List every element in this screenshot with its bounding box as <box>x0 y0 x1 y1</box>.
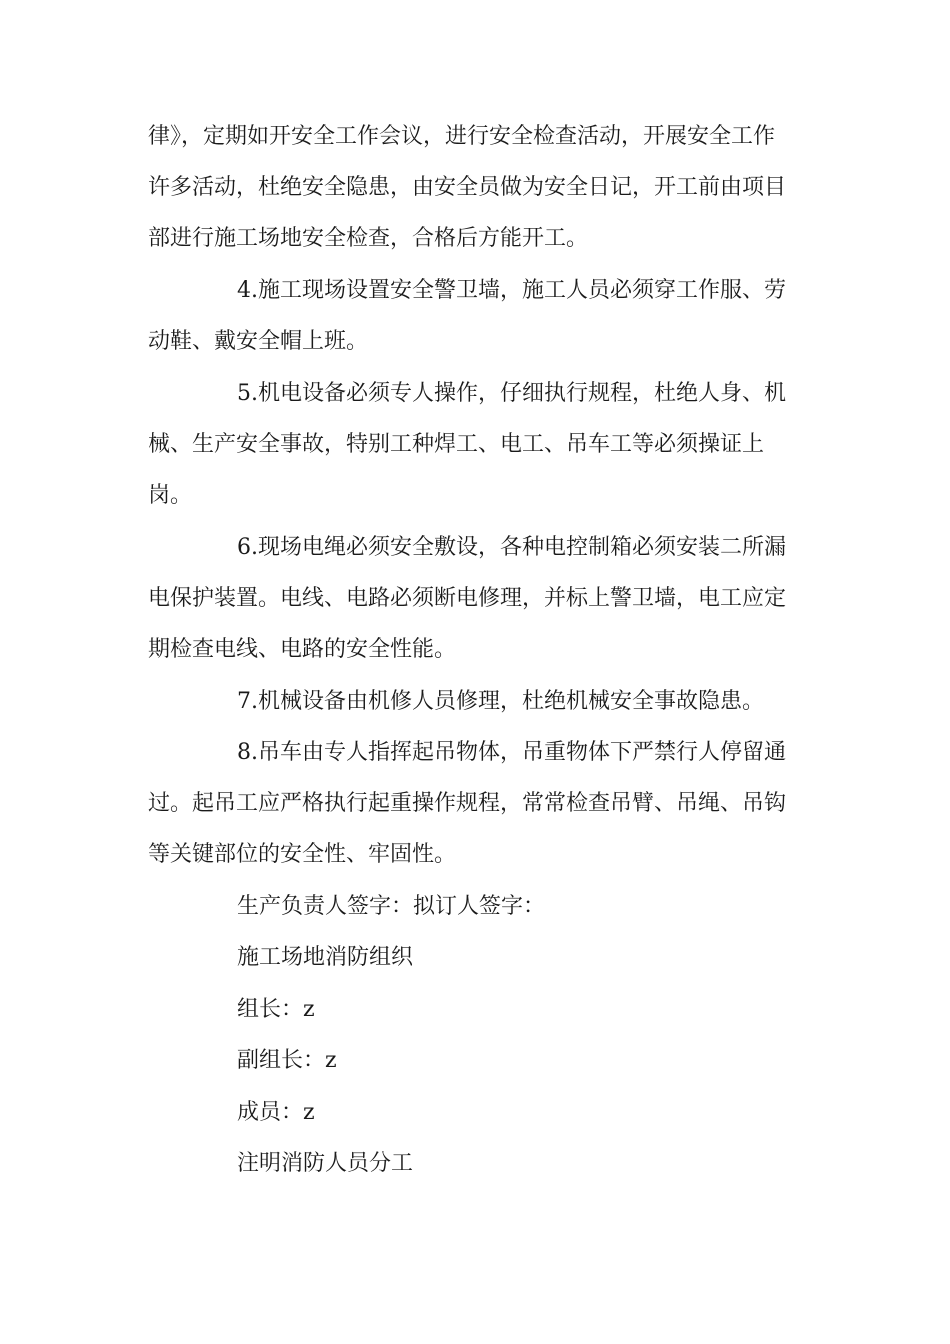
item-8-line-3: 等关键部位的安全性、牢固性。 <box>148 842 457 867</box>
item-8-line-2: 过。起吊工应严格执行起重操作规程，常常检查吊臂、吊绳、吊钩 <box>148 791 787 816</box>
paragraph-3-line-2: 许多活动，杜绝安全隐患，由安全员做为安全日记，开工前由项目 <box>148 175 787 200</box>
item-6-line-3: 期检查电线、电路的安全性能。 <box>148 637 457 662</box>
item-6-line-2: 电保护装置。电线、电路必须断电修理，并标上警卫墙，电工应定 <box>148 586 787 611</box>
deputy-leader-line: 副组长：z <box>237 1048 337 1073</box>
item-4-line-1: 4.施工现场设置安全警卫墙，施工人员必须穿工作服、劳 <box>237 278 786 303</box>
signature-line: 生产负责人签字：拟订人签字： <box>237 894 546 919</box>
item-5-line-2: 械、生产安全事故，特别工种焊工、电工、吊车工等必须操证上 <box>148 432 765 457</box>
item-6-line-1: 6.现场电绳必须安全敷设，各种电控制箱必须安装二所漏 <box>237 535 786 560</box>
item-4-line-2: 动鞋、戴安全帽上班。 <box>148 329 369 354</box>
division-note-line: 注明消防人员分工 <box>237 1151 414 1176</box>
item-7-line-1: 7.机械设备由机修人员修理，杜绝机械安全事故隐患。 <box>237 689 764 714</box>
paragraph-3-line-3: 部进行施工场地安全检查，合格后方能开工。 <box>148 226 589 251</box>
fire-org-heading: 施工场地消防组织 <box>237 945 414 970</box>
item-5-line-3: 岗。 <box>148 483 193 508</box>
paragraph-3-line-1: 律》，定期如开安全工作会议，进行安全检查活动，开展安全工作 <box>148 124 776 149</box>
item-5-line-1: 5.机电设备必须专人操作，仔细执行规程，杜绝人身、机 <box>237 381 786 406</box>
item-8-line-1: 8.吊车由专人指挥起吊物体，吊重物体下严禁行人停留通 <box>237 740 786 765</box>
members-line: 成员：z <box>237 1100 315 1125</box>
leader-line: 组长：z <box>237 997 315 1022</box>
